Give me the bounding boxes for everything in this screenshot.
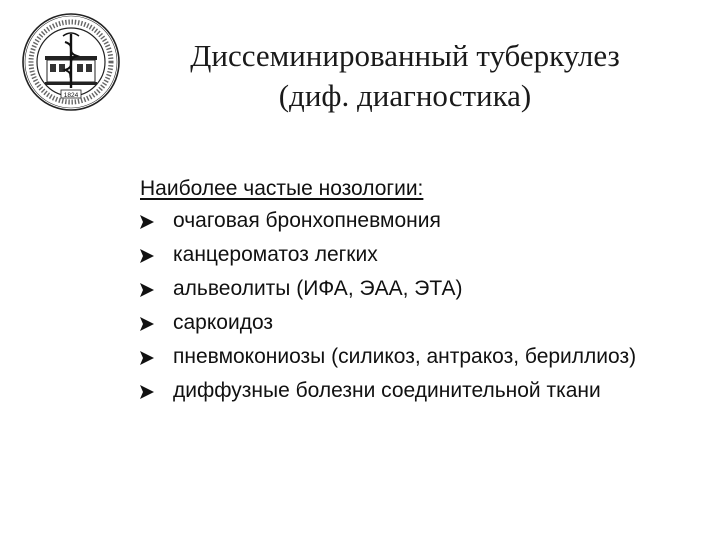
list-item-text: пневмокониозы (силикоз, антракоз, бериллиоз): [173, 345, 637, 368]
list-heading: Наиболее частые нозологии:: [140, 177, 424, 200]
seal-year: 1824: [63, 92, 79, 99]
nosology-list: [140, 208, 680, 404]
arrowhead-bullet-icon: [140, 385, 154, 399]
list-item: [140, 310, 680, 336]
list-item: [140, 208, 680, 234]
arrowhead-bullet-icon: [140, 215, 154, 229]
slide-title: [140, 36, 670, 116]
list-item-text: саркоидоз: [173, 311, 274, 334]
arrowhead-bullet-icon: [140, 283, 154, 297]
slide-content: [140, 175, 680, 412]
title-line-1: Диссеминированный туберкулез: [190, 38, 620, 73]
seal-graphic: [21, 12, 121, 112]
list-item-text: диффузные болезни соединительной ткани: [173, 379, 601, 402]
list-item-text: альвеолиты (ИФА, ЭАА, ЭТА): [173, 277, 463, 300]
list-item: [140, 242, 680, 268]
arrowhead-bullet-icon: [140, 249, 154, 263]
list-item: [140, 378, 680, 404]
list-item-text: канцероматоз легких: [173, 243, 378, 266]
list-item: [140, 344, 680, 370]
university-seal-icon: [21, 12, 121, 112]
arrowhead-bullet-icon: [140, 351, 154, 365]
list-item: [140, 276, 680, 302]
title-line-2: (диф. диагностика): [278, 78, 532, 113]
list-item-text: очаговая бронхопневмония: [173, 209, 441, 232]
arrowhead-bullet-icon: [140, 317, 154, 331]
